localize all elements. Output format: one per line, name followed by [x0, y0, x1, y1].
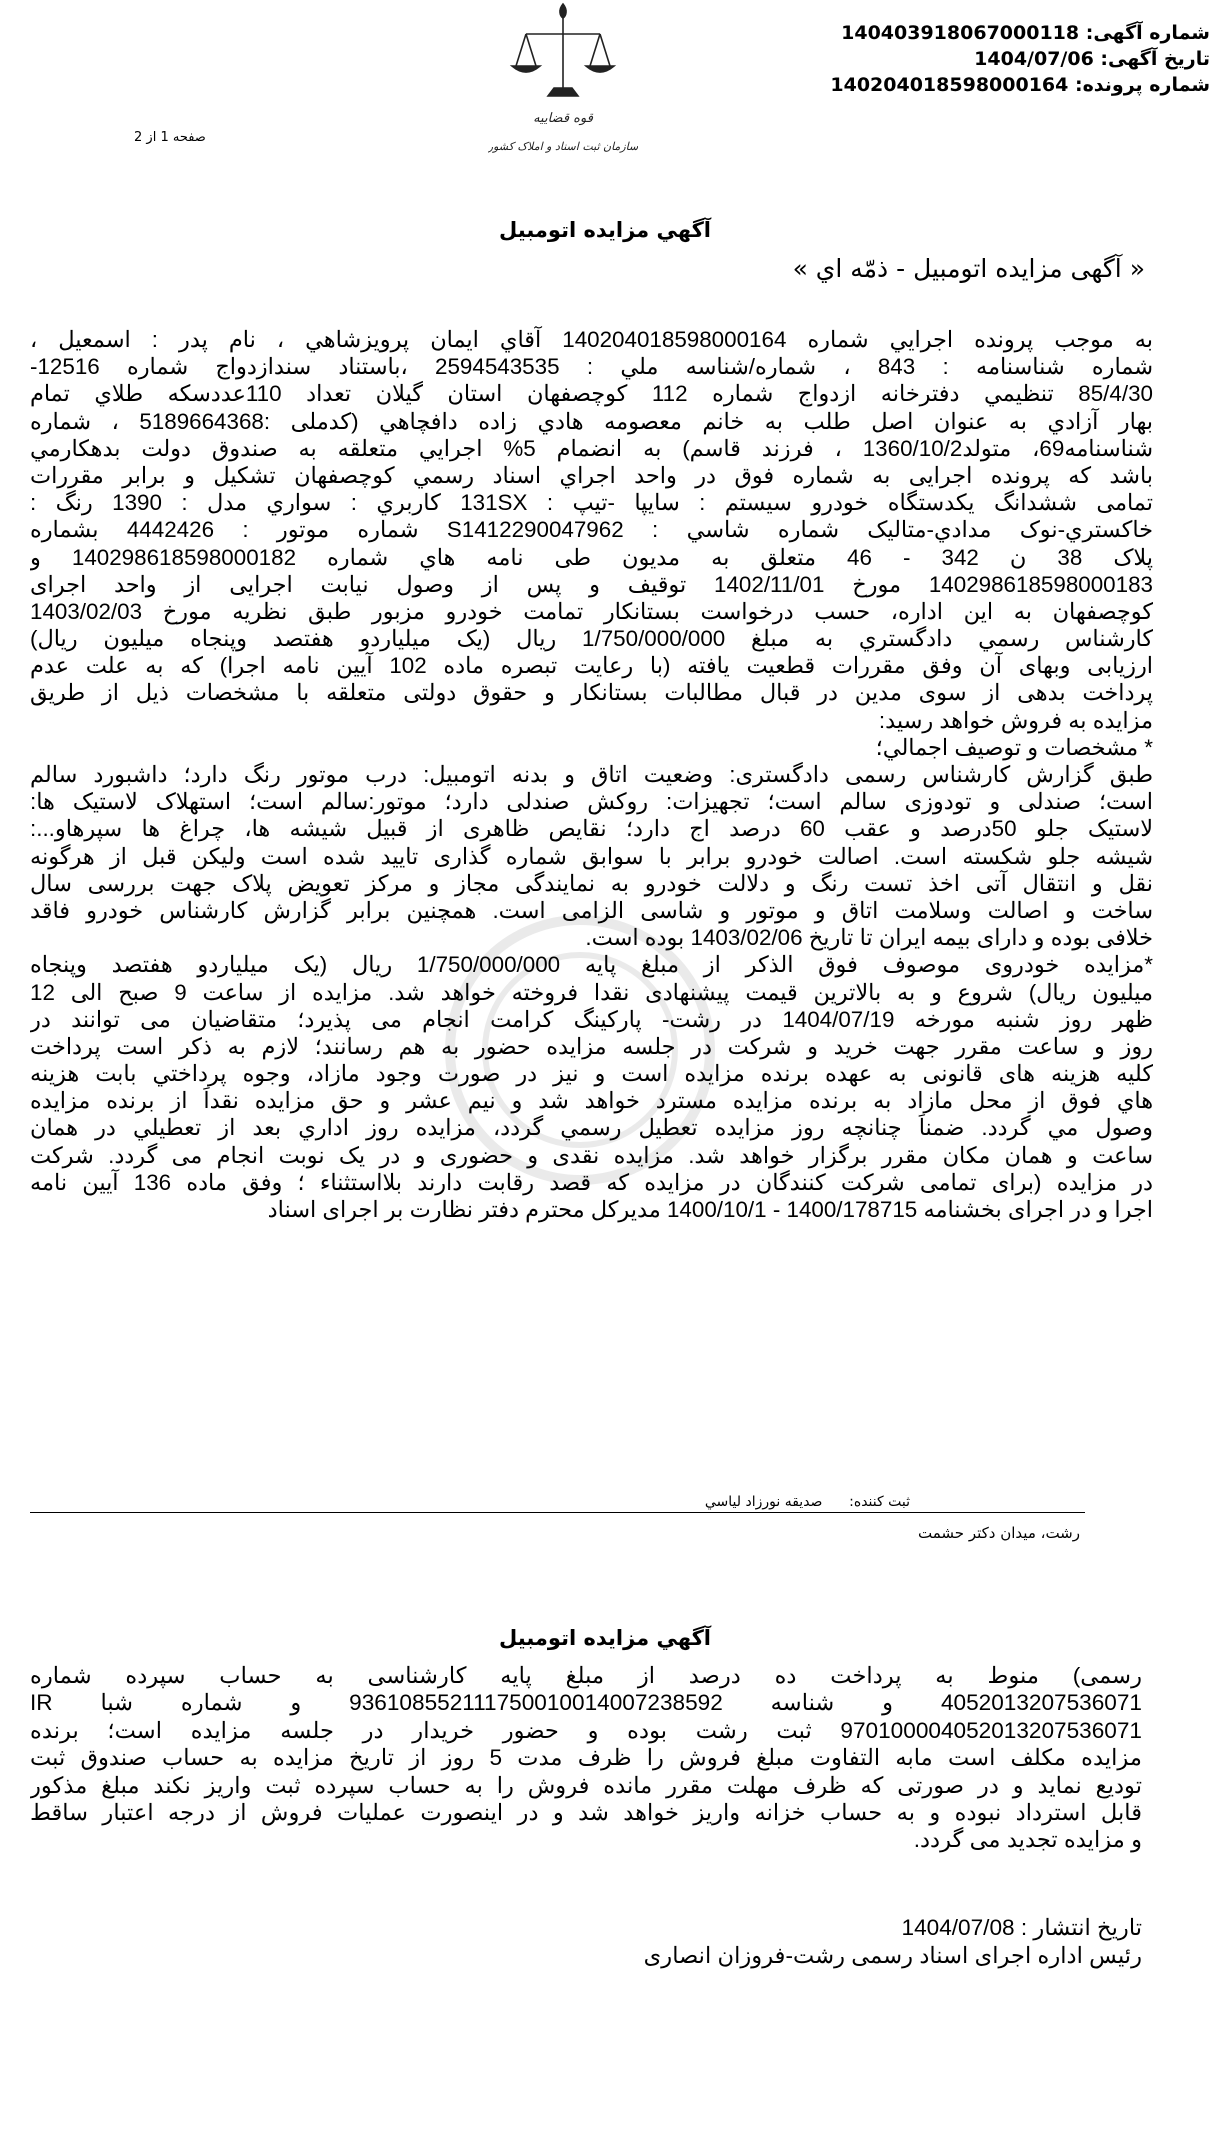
- publish-date-row: [30, 1914, 1142, 1941]
- text-line: باشد كه پرونده اجرايى به شماره فوق در واحد اجراي اسناد رسمي كوچصفهان تشكيل و برابر مقررات: [30, 462, 1153, 488]
- publish-date-label: تاريخ انتشار :: [1020, 1915, 1142, 1940]
- text-line: رسمى) منوط به پرداخت ده درصد از مبلغ پايه كارشناسى به حساب سپرده شماره: [30, 1663, 1142, 1688]
- page-number: صفحه 1 از 2: [134, 130, 206, 145]
- file-number: 140204018598000164: [830, 74, 1069, 96]
- text-line: توديع نمايد و در صورتى كه ظرف مهلت مقرر مانده فروش را به حساب سپرده ثبت واريز نكند مبلغ مذكور: [30, 1772, 1142, 1798]
- text-line: نقل و انتقال آتى اخذ تست رنگ و دلالت خودرو به نمايندگى مجاز و مركز تعويض پلاک جهت بررسى سال: [30, 870, 1153, 896]
- emblem-caption: قوه قضاییه: [533, 111, 593, 126]
- footer-divider: [30, 1512, 1085, 1513]
- signature: رئيس اداره اجراى اسناد رسمى رشت-فروزان انصارى: [643, 1943, 1142, 1968]
- text-line: وصول مي گردد. ضمناً چنانچه روز مزايده تعطيل رسمي گردد، مزايده روز اداري بعد از تعطيلي در همان: [30, 1115, 1153, 1141]
- text-line: * مشخصات و توصيف اجمالي؛: [875, 734, 1153, 760]
- text-line: قابل استرداد نبوده و به حساب خزانه واريز خواهد شد و در اينصورت عمليات فروش از درجه اعتبار ساقط: [30, 1799, 1142, 1825]
- text-line: 4052013207536071 و شناسه 936108552111750010014007238592 و شماره شبا IR: [30, 1690, 1142, 1716]
- judiciary-emblem-icon: [488, 0, 638, 160]
- text-line: طبق گزارش كارشناس رسمى دادگسترى: وضعيت اتاق و بدنه اتومبيل: درب موتور رنگ دارد؛ داشبورد سالم: [30, 762, 1153, 787]
- page-title: آگهي مزايده اتومبيل: [499, 218, 711, 242]
- text-line: پلاک 38 ن 342 - 46 متعلق به مديون طى نامه هاي شماره 140298618598000182 و: [30, 544, 1153, 570]
- text-line: هاي فوق از محل مازاد به برنده مزايده مسترد خواهد شد و نيم عشر و حق مزايده نقداً از برنده مزايده: [30, 1088, 1153, 1114]
- text-line: بهار آزادي به عنوان اصل طلب به خانم معصومه هادي زاده دافچاهي (كدملى :5189664368 ، شماره: [30, 408, 1153, 434]
- text-line: كارشناس رسمي دادگستري به مبلغ 1/750/000/000 ريال (يک ميلياردو هفتصد وپنجاه ميليون ريال): [30, 626, 1153, 652]
- org-caption: سازمان ثبت اسناد و املاک کشور: [488, 140, 638, 153]
- text-line: 140298618598000183 مورخ 1402/11/01 توقيف و پس از وصول نيابت اجرايى از واحد اجراى: [30, 571, 1153, 597]
- text-line: لاستيک جلو 50درصد و عقب 60 درصد اج دارد؛ نقايص ظاهرى از قبيل شيشه ها، چراغ ها سپرهاو...:: [30, 816, 1153, 842]
- text-line: ظهر روز شنبه مورخه 1404/07/19 در رشت- پاركينگ كرامت انجام مى پذيرد؛ متقاضيان مى توانند در: [30, 1006, 1153, 1032]
- registrar-label: ثبت كننده:: [849, 1494, 910, 1510]
- ad-date-label: تاریخ آگهی:: [1100, 48, 1210, 70]
- publish-date: 1404/07/08: [901, 1915, 1015, 1940]
- text-line: كليه هزينه هاى قانونى به عهده برنده مزايده است و نيز در صورت وجود مازاد، وجوه پرداختي بابت هزينه: [30, 1061, 1153, 1087]
- text-line: به موجب پرونده اجرايي شماره 140204018598000164 آقاي ايمان پرويزشاهي ، نام پدر : اسمعيل ،: [30, 327, 1153, 352]
- text-line: شماره شناسنامه : 843 ، شماره/شناسه ملي : 2594543535 ،باستناد سندازدواج شماره 12516-: [30, 354, 1153, 380]
- text-line: شناسنامه69، متولد1360/10/2 ، فرزند قاسم) به انضمام 5% اجرايي متعلقه به صندوق دولت بدهكارمي: [30, 435, 1153, 461]
- text-line: مزايده به فروش خواهد رسيد:: [878, 707, 1153, 733]
- office-address: رشت، ميدان دكتر حشمت: [918, 1524, 1080, 1542]
- text-line: خلافى بوده و داراى بيمه ايران تا تاريخ 1403/02/06 بوده است.: [585, 925, 1153, 951]
- text-line: كوچصفهان به اين اداره، حسب درخواست بستانكار تمامت خودرو مزبور طبق نظريه مورخ 1403/02/03: [30, 598, 1153, 624]
- text-line: ساعت و همان مكان مقرر برگزار خواهد شد. مزايده نقدى و حضورى و در يک نوبت انجام مى گردد. شركت: [30, 1142, 1153, 1168]
- ad-date: 1404/07/06: [974, 48, 1094, 70]
- text-line: روز و ساعت مقرر جهت خريد و شركت در جلسه مزايده حضور به هم رسانند؛ لازم به ذكر است پرداخت: [30, 1033, 1153, 1059]
- text-line: خاكستري-نوک مدادي-متاليک شماره شاسي : S1412290047962 شماره موتور : 4442426 بشماره: [30, 517, 1153, 543]
- text-line: و مزايده تجديد مى گردد.: [913, 1827, 1142, 1853]
- text-line: مزايده مكلف است مابه التفاوت مبلغ فروش را ظرف مدت 5 روز از تاريخ مزايده به حساب صندوق ثبت: [30, 1745, 1142, 1771]
- text-line: است؛ صندلى و تودوزى سالم است؛ تجهيزات: روكش صندلى دارد؛ موتور:سالم است؛ استهلاک لاستيک ها:: [30, 789, 1153, 815]
- text-line: ميليون ريال) شروع و به بالاترين قيمت پيشنهادى نقدا فروخته خواهد شد. مزايده از ساعت 9 صبح الى 12: [30, 979, 1153, 1005]
- file-number-row: [670, 72, 1210, 98]
- registrar: [705, 1494, 910, 1510]
- text-line: ساخت و اصالت وسلامت اتاق و موتور و شاسى الزامى است. همچنين برابر گزارش كارشناس خودرو فاقد: [30, 897, 1153, 923]
- ad-number-row: [670, 20, 1210, 46]
- text-line: پرداخت بدهى از سوى مدين در قبال مطالبات بستانكار و حقوق دولتى متعلقه با مشخصات ذيل از طريق: [30, 680, 1153, 706]
- text-line: ارزيابى وبهاى آن وفق مقررات قطعيت يافته (با رعايت تبصره ماده 102 آيين نامه اجرا) كه به علت عدم: [30, 653, 1153, 679]
- ad-meta: [670, 20, 1210, 98]
- file-number-label: شماره پرونده:: [1074, 74, 1210, 96]
- text-line: 970100004052013207536071 ثبت رشت بوده و حضور خريدار در جلسه مزايده است؛ برنده: [30, 1717, 1142, 1743]
- page-title-continued: آگهي مزايده اتومبيل: [499, 1626, 711, 1650]
- main-text: [30, 326, 1153, 1223]
- text-line: در مزايده (براى تمامى شركت كنندگان در مزايده كه قصد رقابت دارند بلااستثناء ؛ وفق ماده 136 آيين نامه: [30, 1169, 1153, 1195]
- registrar-name: صديقه نورزاد لياسي: [704, 1494, 823, 1510]
- ad-number: 140403918067000118: [841, 22, 1080, 44]
- text-line: اجرا و در اجراى بخشنامه 1400/178715 - 1400/10/1 مديركل محترم دفتر نظارت بر اجراى اسناد: [267, 1197, 1153, 1222]
- ad-number-label: شماره آگهی:: [1085, 22, 1210, 44]
- continued-text: [30, 1662, 1142, 1854]
- text-line: *مزايده خودروى موصوف فوق الذكر از مبلغ پايه 1/750/000/000 ريال (يک ميلياردو هفتصد وپنجاه: [30, 952, 1153, 978]
- text-line: تمامى ششدانگ يكدستگاه خودرو سيستم : سايپا -تيپ : 131SX كاربري : سواري مدل : 1390 رنگ :: [30, 490, 1153, 516]
- text-line: شيشه جلو شكسته است. اصالت خودرو برابر با سوابق شماره گذارى تاييد شده است وليكن قبل از هرگونه: [30, 843, 1153, 869]
- page-subtitle: « آگهی مزایده اتومبیل - ذمّه اي »: [792, 254, 1145, 283]
- ad-date-row: [670, 46, 1210, 72]
- text-line: 85/4/30 تنظيمي دفترخانه ازدواج شماره 112 كوچصفهان استان گيلان تعداد 110عددسكه طلاي تمام: [30, 381, 1153, 407]
